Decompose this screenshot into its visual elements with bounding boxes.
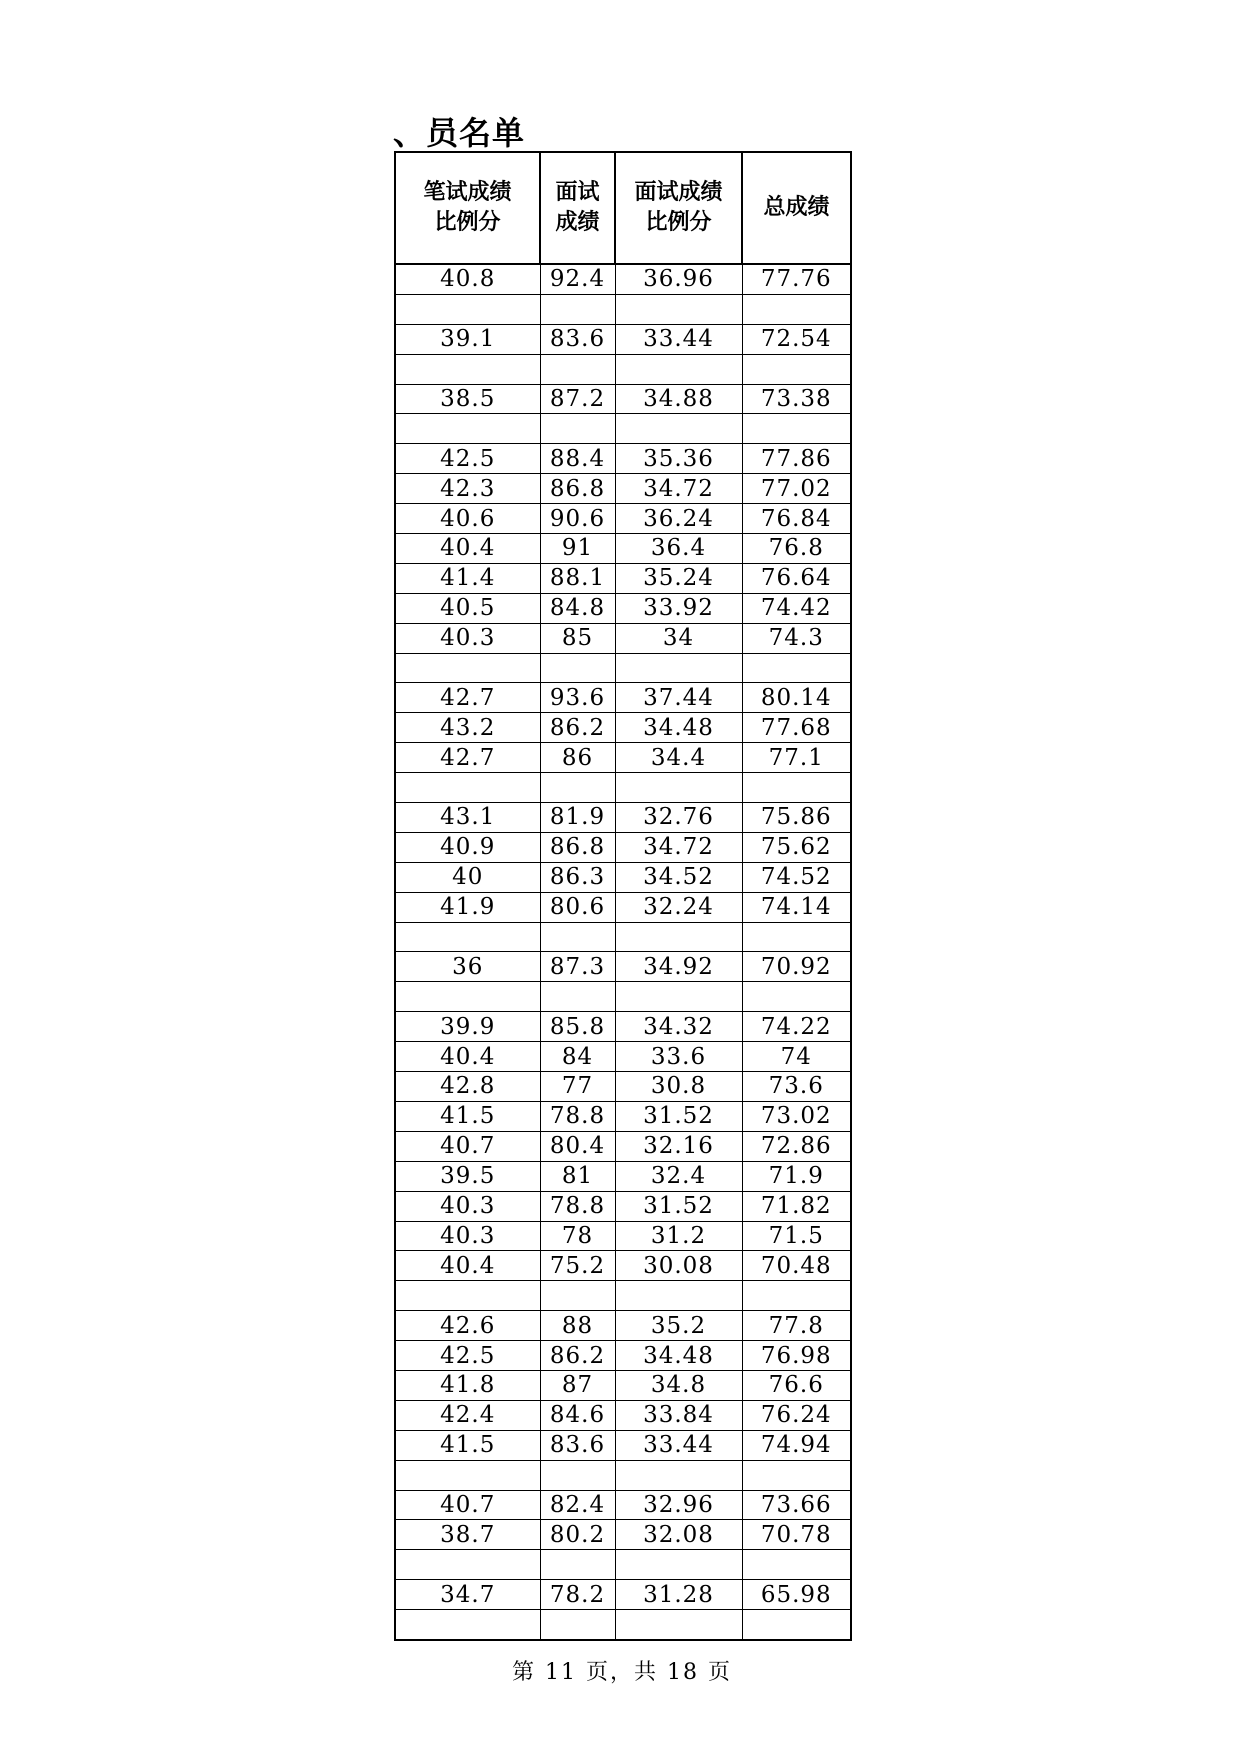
- interview-score-ratio-cell: 34.72: [615, 832, 742, 862]
- total-score-cell: [742, 1610, 851, 1640]
- written-score-ratio-cell: 42.7: [395, 743, 540, 773]
- table-row: [395, 803, 851, 833]
- interview-score-ratio-cell: 35.2: [615, 1311, 742, 1341]
- total-score-cell: 71.9: [742, 1161, 851, 1191]
- total-score-cell: [742, 1460, 851, 1490]
- interview-score-ratio-cell: [615, 1550, 742, 1580]
- table-row: [395, 1311, 851, 1341]
- table-row: [395, 1012, 851, 1042]
- total-score-cell: 76.6: [742, 1370, 851, 1400]
- table-row: [395, 1131, 851, 1161]
- total-score-cell: 73.6: [742, 1072, 851, 1102]
- interview-score-ratio-cell: 32.16: [615, 1131, 742, 1161]
- interview-score-ratio-cell: [615, 414, 742, 444]
- interview-score-ratio-cell: 37.44: [615, 683, 742, 713]
- written-score-ratio-cell: [395, 773, 540, 803]
- table-row: [395, 892, 851, 922]
- written-score-ratio-cell: 41.8: [395, 1370, 540, 1400]
- total-score-cell: 76.8: [742, 534, 851, 564]
- table-row: [395, 294, 851, 324]
- total-score-cell: [742, 982, 851, 1012]
- written-score-ratio-cell: 40.5: [395, 593, 540, 623]
- interview-score-ratio-cell: 34.48: [615, 713, 742, 743]
- interview-score-ratio-cell: [615, 922, 742, 952]
- total-score-cell: [742, 922, 851, 952]
- written-score-ratio-cell: 41.4: [395, 563, 540, 593]
- interview-score-ratio-cell: 33.44: [615, 324, 742, 354]
- total-score-cell: 80.14: [742, 683, 851, 713]
- table-row: [395, 952, 851, 982]
- interview-score-cell: 78: [540, 1221, 615, 1251]
- table-row: [395, 1370, 851, 1400]
- written-score-ratio-cell: [395, 414, 540, 444]
- total-score-cell: 77.1: [742, 743, 851, 773]
- written-score-ratio-cell: [395, 653, 540, 683]
- total-score-cell: 74.3: [742, 623, 851, 653]
- table-row: [395, 1191, 851, 1221]
- header-total-score: 总成绩: [742, 152, 851, 264]
- interview-score-ratio-cell: [615, 294, 742, 324]
- page-title: 、员名单: [393, 114, 526, 152]
- interview-score-ratio-cell: 34.88: [615, 384, 742, 414]
- table-row: [395, 683, 851, 713]
- table-row: [395, 324, 851, 354]
- interview-score-ratio-cell: 32.76: [615, 803, 742, 833]
- total-score-cell: 70.78: [742, 1520, 851, 1550]
- interview-score-cell: 84: [540, 1042, 615, 1072]
- interview-score-cell: 81: [540, 1161, 615, 1191]
- written-score-ratio-cell: 42.5: [395, 1341, 540, 1371]
- written-score-ratio-cell: 40.7: [395, 1131, 540, 1161]
- total-score-cell: 73.02: [742, 1101, 851, 1131]
- total-score-cell: 76.64: [742, 563, 851, 593]
- interview-score-cell: 80.2: [540, 1520, 615, 1550]
- total-score-cell: 77.86: [742, 444, 851, 474]
- written-score-ratio-cell: 41.5: [395, 1101, 540, 1131]
- score-table: [394, 151, 852, 1641]
- interview-score-ratio-cell: 34.32: [615, 1012, 742, 1042]
- table-row: [395, 444, 851, 474]
- table-row: [395, 563, 851, 593]
- interview-score-cell: 88.1: [540, 563, 615, 593]
- table-row: [395, 653, 851, 683]
- interview-score-cell: 84.8: [540, 593, 615, 623]
- total-score-cell: 72.86: [742, 1131, 851, 1161]
- total-score-cell: 76.98: [742, 1341, 851, 1371]
- interview-score-cell: [540, 1460, 615, 1490]
- table-row: [395, 1580, 851, 1610]
- interview-score-cell: 84.6: [540, 1400, 615, 1430]
- table-row: [395, 1221, 851, 1251]
- header-interview-score: 面试 成绩: [540, 152, 615, 264]
- interview-score-cell: [540, 773, 615, 803]
- interview-score-cell: 80.6: [540, 892, 615, 922]
- interview-score-cell: 77: [540, 1072, 615, 1102]
- interview-score-ratio-cell: 31.52: [615, 1191, 742, 1221]
- written-score-ratio-cell: 39.1: [395, 324, 540, 354]
- interview-score-cell: 78.2: [540, 1580, 615, 1610]
- total-score-cell: 70.92: [742, 952, 851, 982]
- table-row: [395, 1460, 851, 1490]
- header-interview-score-ratio: 面试成绩 比例分: [615, 152, 742, 264]
- interview-score-cell: 91: [540, 534, 615, 564]
- table-row: [395, 743, 851, 773]
- table-row: [395, 1400, 851, 1430]
- written-score-ratio-cell: 42.4: [395, 1400, 540, 1430]
- table-row: [395, 1281, 851, 1311]
- written-score-ratio-cell: [395, 354, 540, 384]
- interview-score-cell: 88.4: [540, 444, 615, 474]
- written-score-ratio-cell: 34.7: [395, 1580, 540, 1610]
- table-row: [395, 773, 851, 803]
- total-score-cell: 75.62: [742, 832, 851, 862]
- interview-score-cell: [540, 1610, 615, 1640]
- written-score-ratio-cell: 40.9: [395, 832, 540, 862]
- table-row: [395, 264, 851, 294]
- interview-score-cell: 86.8: [540, 832, 615, 862]
- table-row: [395, 354, 851, 384]
- written-score-ratio-cell: 43.1: [395, 803, 540, 833]
- interview-score-cell: 87.3: [540, 952, 615, 982]
- total-score-cell: 70.48: [742, 1251, 851, 1281]
- interview-score-ratio-cell: 33.6: [615, 1042, 742, 1072]
- table-row: [395, 1520, 851, 1550]
- written-score-ratio-cell: [395, 1610, 540, 1640]
- table-row: [395, 474, 851, 504]
- interview-score-ratio-cell: 31.2: [615, 1221, 742, 1251]
- interview-score-cell: [540, 922, 615, 952]
- table-row: [395, 1101, 851, 1131]
- interview-score-ratio-cell: [615, 773, 742, 803]
- total-score-cell: 74.52: [742, 862, 851, 892]
- table-row: [395, 1161, 851, 1191]
- written-score-ratio-cell: 39.9: [395, 1012, 540, 1042]
- interview-score-ratio-cell: [615, 1610, 742, 1640]
- interview-score-cell: 92.4: [540, 264, 615, 294]
- interview-score-ratio-cell: 33.84: [615, 1400, 742, 1430]
- total-score-cell: 77.02: [742, 474, 851, 504]
- written-score-ratio-cell: 39.5: [395, 1161, 540, 1191]
- total-score-cell: 76.24: [742, 1400, 851, 1430]
- written-score-ratio-cell: 36: [395, 952, 540, 982]
- interview-score-ratio-cell: 33.92: [615, 593, 742, 623]
- total-score-cell: 74.42: [742, 593, 851, 623]
- interview-score-ratio-cell: 34.52: [615, 862, 742, 892]
- table-row: [395, 1251, 851, 1281]
- interview-score-cell: 87: [540, 1370, 615, 1400]
- interview-score-cell: 86: [540, 743, 615, 773]
- interview-score-ratio-cell: 34.72: [615, 474, 742, 504]
- table-row: [395, 862, 851, 892]
- table-row: [395, 623, 851, 653]
- interview-score-ratio-cell: 32.4: [615, 1161, 742, 1191]
- table-row: [395, 534, 851, 564]
- written-score-ratio-cell: 41.5: [395, 1430, 540, 1460]
- interview-score-ratio-cell: 32.24: [615, 892, 742, 922]
- interview-score-cell: [540, 354, 615, 384]
- total-score-cell: [742, 773, 851, 803]
- interview-score-ratio-cell: 35.24: [615, 563, 742, 593]
- written-score-ratio-cell: 40.7: [395, 1490, 540, 1520]
- table-row: [395, 1430, 851, 1460]
- interview-score-cell: [540, 653, 615, 683]
- interview-score-cell: 81.9: [540, 803, 615, 833]
- written-score-ratio-cell: [395, 1460, 540, 1490]
- interview-score-ratio-cell: 30.08: [615, 1251, 742, 1281]
- total-score-cell: [742, 1281, 851, 1311]
- interview-score-ratio-cell: 34.92: [615, 952, 742, 982]
- written-score-ratio-cell: [395, 922, 540, 952]
- interview-score-cell: 88: [540, 1311, 615, 1341]
- written-score-ratio-cell: [395, 1550, 540, 1580]
- interview-score-cell: [540, 414, 615, 444]
- table-body: [395, 264, 851, 1640]
- interview-score-cell: 93.6: [540, 683, 615, 713]
- written-score-ratio-cell: 42.3: [395, 474, 540, 504]
- written-score-ratio-cell: 40.3: [395, 1191, 540, 1221]
- interview-score-cell: 86.2: [540, 1341, 615, 1371]
- interview-score-ratio-cell: 34.4: [615, 743, 742, 773]
- interview-score-ratio-cell: 33.44: [615, 1430, 742, 1460]
- written-score-ratio-cell: 40.4: [395, 534, 540, 564]
- total-score-cell: 74.14: [742, 892, 851, 922]
- written-score-ratio-cell: 38.5: [395, 384, 540, 414]
- interview-score-cell: 85.8: [540, 1012, 615, 1042]
- interview-score-ratio-cell: [615, 354, 742, 384]
- total-score-cell: [742, 1550, 851, 1580]
- interview-score-cell: 85: [540, 623, 615, 653]
- written-score-ratio-cell: [395, 294, 540, 324]
- written-score-ratio-cell: [395, 982, 540, 1012]
- interview-score-ratio-cell: 34: [615, 623, 742, 653]
- written-score-ratio-cell: 40.8: [395, 264, 540, 294]
- header-written-score-ratio: 笔试成绩 比例分: [395, 152, 540, 264]
- total-score-cell: 73.38: [742, 384, 851, 414]
- interview-score-cell: 83.6: [540, 324, 615, 354]
- table-row: [395, 713, 851, 743]
- written-score-ratio-cell: 40.6: [395, 504, 540, 534]
- interview-score-cell: 86.2: [540, 713, 615, 743]
- written-score-ratio-cell: 40.3: [395, 1221, 540, 1251]
- interview-score-cell: 78.8: [540, 1101, 615, 1131]
- table-row: [395, 1550, 851, 1580]
- interview-score-ratio-cell: 32.96: [615, 1490, 742, 1520]
- interview-score-ratio-cell: 36.24: [615, 504, 742, 534]
- interview-score-ratio-cell: 32.08: [615, 1520, 742, 1550]
- written-score-ratio-cell: 38.7: [395, 1520, 540, 1550]
- total-score-cell: 75.86: [742, 803, 851, 833]
- total-score-cell: 74.94: [742, 1430, 851, 1460]
- interview-score-ratio-cell: [615, 1281, 742, 1311]
- total-score-cell: [742, 294, 851, 324]
- interview-score-cell: [540, 982, 615, 1012]
- interview-score-cell: 87.2: [540, 384, 615, 414]
- total-score-cell: 72.54: [742, 324, 851, 354]
- written-score-ratio-cell: 40.3: [395, 623, 540, 653]
- interview-score-cell: 78.8: [540, 1191, 615, 1221]
- interview-score-ratio-cell: 31.28: [615, 1580, 742, 1610]
- written-score-ratio-cell: 42.6: [395, 1311, 540, 1341]
- total-score-cell: 74.22: [742, 1012, 851, 1042]
- total-score-cell: 73.66: [742, 1490, 851, 1520]
- table-row: [395, 593, 851, 623]
- total-score-cell: 71.5: [742, 1221, 851, 1251]
- interview-score-cell: [540, 1550, 615, 1580]
- interview-score-cell: [540, 294, 615, 324]
- written-score-ratio-cell: 41.9: [395, 892, 540, 922]
- interview-score-cell: 75.2: [540, 1251, 615, 1281]
- interview-score-cell: 80.4: [540, 1131, 615, 1161]
- interview-score-ratio-cell: 35.36: [615, 444, 742, 474]
- interview-score-cell: 90.6: [540, 504, 615, 534]
- interview-score-ratio-cell: [615, 982, 742, 1012]
- total-score-cell: [742, 414, 851, 444]
- interview-score-ratio-cell: [615, 1460, 742, 1490]
- total-score-cell: 77.8: [742, 1311, 851, 1341]
- interview-score-ratio-cell: 34.8: [615, 1370, 742, 1400]
- table-row: [395, 384, 851, 414]
- table-row: [395, 414, 851, 444]
- table-row: [395, 1072, 851, 1102]
- interview-score-cell: 86.3: [540, 862, 615, 892]
- written-score-ratio-cell: 40: [395, 862, 540, 892]
- written-score-ratio-cell: 40.4: [395, 1042, 540, 1072]
- table-row: [395, 1341, 851, 1371]
- interview-score-ratio-cell: 31.52: [615, 1101, 742, 1131]
- table-header-row: [395, 152, 851, 264]
- total-score-cell: 65.98: [742, 1580, 851, 1610]
- interview-score-ratio-cell: [615, 653, 742, 683]
- table-row: [395, 1610, 851, 1640]
- written-score-ratio-cell: 42.5: [395, 444, 540, 474]
- total-score-cell: 74: [742, 1042, 851, 1072]
- table-row: [395, 1490, 851, 1520]
- total-score-cell: 77.68: [742, 713, 851, 743]
- table-row: [395, 832, 851, 862]
- table-row: [395, 504, 851, 534]
- written-score-ratio-cell: 42.7: [395, 683, 540, 713]
- table-row: [395, 982, 851, 1012]
- interview-score-cell: 82.4: [540, 1490, 615, 1520]
- table-row: [395, 1042, 851, 1072]
- interview-score-cell: 83.6: [540, 1430, 615, 1460]
- page-footer: 第 11 页，共 18 页: [512, 1660, 732, 1685]
- total-score-cell: 71.82: [742, 1191, 851, 1221]
- written-score-ratio-cell: 42.8: [395, 1072, 540, 1102]
- total-score-cell: [742, 354, 851, 384]
- interview-score-ratio-cell: 30.8: [615, 1072, 742, 1102]
- interview-score-ratio-cell: 34.48: [615, 1341, 742, 1371]
- table-row: [395, 922, 851, 952]
- written-score-ratio-cell: [395, 1281, 540, 1311]
- total-score-cell: [742, 653, 851, 683]
- interview-score-cell: [540, 1281, 615, 1311]
- interview-score-ratio-cell: 36.96: [615, 264, 742, 294]
- written-score-ratio-cell: 40.4: [395, 1251, 540, 1281]
- total-score-cell: 76.84: [742, 504, 851, 534]
- written-score-ratio-cell: 43.2: [395, 713, 540, 743]
- interview-score-cell: 86.8: [540, 474, 615, 504]
- total-score-cell: 77.76: [742, 264, 851, 294]
- interview-score-ratio-cell: 36.4: [615, 534, 742, 564]
